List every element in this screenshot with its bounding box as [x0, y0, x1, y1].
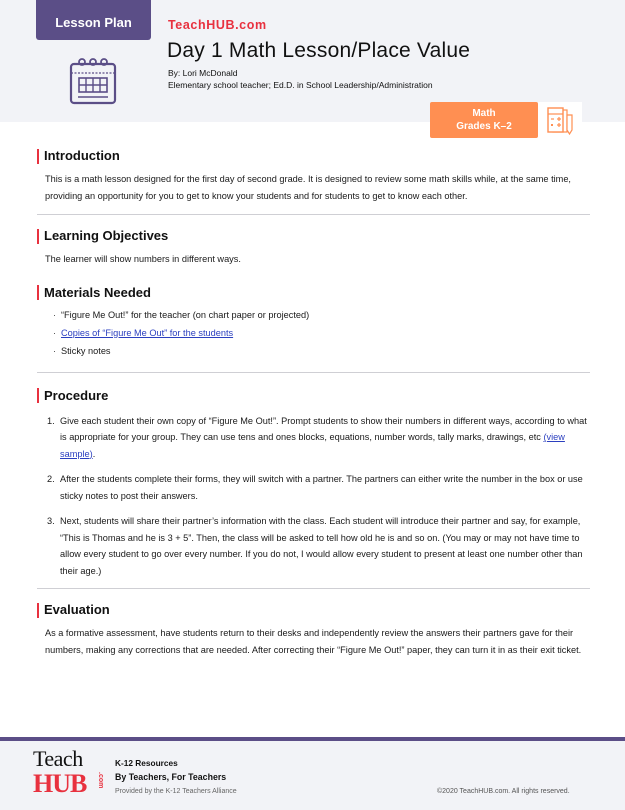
footer — [0, 737, 625, 810]
step-text: Next, students will share their partner’s information with the class. Each student will introduce their partner and say, for example, “This is Thomas and he is 3 + 5”. Then, the class will be asked to tell how old he is and so on. (You may or may not have time to allow every student to go over every number. If you do not, I would allow every student to present at least one number other than their age.) — [60, 516, 583, 576]
logo-hub-text: HUB — [33, 769, 87, 798]
section-heading — [37, 387, 590, 405]
footer-copyright: ©2020 TeachHUB.com. All rights reserved. — [437, 788, 570, 795]
step-text — [60, 413, 590, 463]
procedure-step — [47, 413, 590, 463]
section-title: Learning Objectives — [44, 228, 169, 243]
footer-tagline-resources: K-12 Resources — [115, 758, 178, 768]
step-text: After the students complete their forms, they will switch with a partner. The partners can either write the number in the box or use sticky notes to post their answers. — [60, 474, 583, 501]
objectives-text: The learner will show numbers in different ways. — [45, 254, 241, 264]
step-number: 2. — [47, 474, 55, 484]
footer-tagline-teachers: By Teachers, For Teachers — [115, 772, 227, 782]
footer-provided-by: Provided by the K-12 Teachers Alliance — [115, 788, 237, 795]
section-accent-bar — [37, 149, 39, 164]
list-item — [53, 342, 590, 360]
section-title: Introduction — [44, 148, 120, 163]
subject-badge — [430, 102, 538, 138]
subject-icon-box — [538, 102, 582, 138]
section-accent-bar — [37, 285, 39, 300]
section-accent-bar — [37, 229, 39, 244]
section-title: Evaluation — [44, 602, 110, 617]
materials-list — [53, 306, 590, 360]
subject-label: Math — [472, 108, 496, 119]
section-evaluation — [37, 601, 590, 658]
section-learning-objectives — [37, 227, 590, 268]
section-accent-bar — [37, 388, 39, 403]
copies-figure-me-out-link[interactable]: Copies of “Figure Me Out” for the students — [61, 327, 234, 338]
procedure-step — [47, 513, 590, 579]
divider — [37, 372, 590, 373]
procedure-step — [47, 471, 590, 504]
list-item — [53, 324, 590, 342]
calculator-pencil-icon — [545, 106, 575, 136]
section-heading — [37, 147, 590, 165]
step-text-body: Give each student their own copy of “Figure Me Out!”. Prompt students to show their numbers in different ways, according to what is appropriate for your group. They can use tens and ones blocks, equations, number words, tally marks, drawings, etc — [60, 415, 587, 442]
section-title: Procedure — [44, 387, 109, 403]
bullet-icon: · — [53, 327, 57, 338]
divider — [37, 214, 590, 215]
calendar-icon — [68, 56, 118, 106]
list-item — [53, 306, 590, 324]
material-item-text: Sticky notes — [61, 345, 111, 356]
view-sample-link[interactable]: (view sample) — [60, 432, 565, 459]
page-title: Day 1 Math Lesson/Place Value — [167, 39, 471, 62]
logo-com-text: .com — [97, 772, 104, 789]
section-materials — [37, 284, 590, 360]
section-introduction — [37, 147, 590, 204]
teachhub-logo[interactable] — [33, 748, 107, 798]
section-accent-bar — [37, 603, 39, 618]
section-heading — [37, 284, 590, 302]
logo-teach-text: Teach — [33, 746, 83, 771]
introduction-text: This is a math lesson designed for the first day of second grade. It is designed to review some math skills while, at the same time, providing an opportunity for you to get to know your students and for students to get to know each other. — [45, 174, 571, 201]
bullet-icon: · — [53, 309, 57, 320]
lesson-content — [37, 147, 590, 658]
author-credentials: Elementary school teacher; Ed.D. in School Leadership/Administration — [168, 79, 433, 90]
divider — [37, 588, 590, 589]
material-item-text: “Figure Me Out!” for the teacher (on chart paper or projected) — [61, 309, 310, 320]
procedure-steps — [47, 413, 590, 580]
author: By: Lori McDonald — [168, 68, 238, 78]
section-heading — [37, 227, 590, 245]
lesson-plan-tab: Lesson Plan — [36, 0, 151, 40]
section-procedure — [37, 387, 590, 580]
brand-name: TeachHUB.com — [168, 18, 267, 32]
byline — [168, 68, 433, 91]
section-title: Materials Needed — [44, 284, 151, 300]
step-text-end: . — [92, 448, 96, 459]
evaluation-text: As a formative assessment, have students return to their desks and independently review the answers their partners gave for their numbers, making any corrections that are needed. After correcting their “Figure Me Out!” paper, they can turn it in as their exit ticket. — [45, 628, 582, 655]
step-number: 1. — [47, 415, 55, 426]
section-heading — [37, 601, 590, 619]
bullet-icon: · — [53, 345, 57, 356]
grades-label: Grades K–2 — [456, 121, 512, 132]
step-number: 3. — [47, 516, 55, 526]
